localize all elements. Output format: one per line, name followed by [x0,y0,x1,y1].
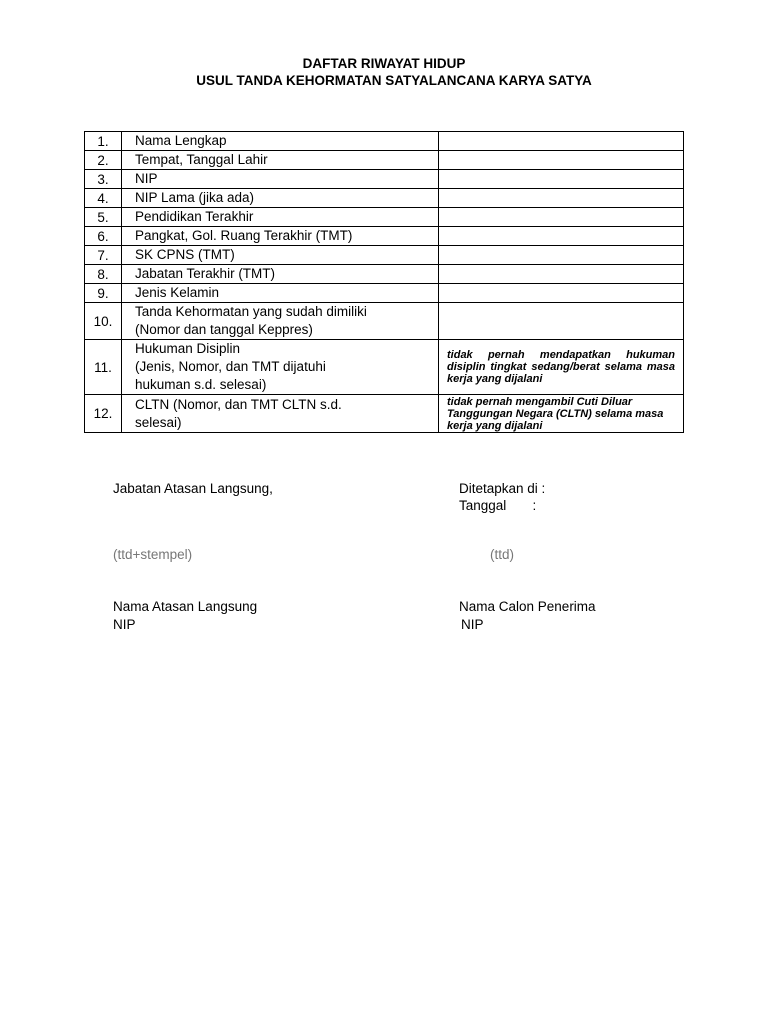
row-label: Pangkat, Gol. Ruang Terakhir (TMT) [122,227,439,246]
row-value[interactable] [439,246,684,265]
document-subtitle: USUL TANDA KEHORMATAN SATYALANCANA KARYA SATYA [196,73,592,88]
document-title: DAFTAR RIWAYAT HIDUP [302,56,466,71]
table-row [85,265,684,284]
row-number: 3. [85,170,122,189]
row-label-line: hukuman s.d. selesai) [135,377,267,392]
row-number: 11. [85,340,122,395]
supervisor-position-label: Jabatan Atasan Langsung, [113,481,273,496]
recipient-nip-label: NIP [461,617,484,632]
table-row [85,395,684,433]
row-label: Nama Lengkap [122,132,439,151]
row-label-line: (Nomor dan tanggal Keppres) [135,322,313,337]
row-label [122,395,439,433]
row-value[interactable] [439,189,684,208]
recipient-signature-placeholder: (ttd) [490,547,515,562]
recipient-name-label: Nama Calon Penerima [459,599,596,614]
row-number: 10. [85,303,122,340]
row-value-note: tidak pernah mengambil Cuti Diluar Tanggungan Negara (CLTN) selama masa kerja yang dijalani [439,395,684,433]
row-value-note: tidak pernah mendapatkan hukuman disiplin tingkat sedang/berat selama masa kerja yang dijalani [439,340,684,395]
row-label-line: selesai) [135,414,182,430]
table-row [85,151,684,170]
supervisor-nip-label: NIP [113,617,136,632]
table-row [85,170,684,189]
row-value[interactable] [439,208,684,227]
table-row [85,340,684,395]
row-label: NIP [122,170,439,189]
row-label: NIP Lama (jika ada) [122,189,439,208]
row-number: 1. [85,132,122,151]
supervisor-signature-placeholder: (ttd+stempel) [113,547,193,562]
table-row [85,132,684,151]
row-value[interactable] [439,170,684,189]
table-row [85,189,684,208]
row-label-line: Tanda Kehormatan yang sudah dimiliki [135,304,367,319]
table-row [85,208,684,227]
row-number: 12. [85,395,122,433]
place-label: Ditetapkan di : [459,481,546,496]
row-number: 7. [85,246,122,265]
row-value[interactable] [439,265,684,284]
row-label-line: Hukuman Disiplin [135,341,241,356]
row-value[interactable] [439,303,684,340]
table-row [85,227,684,246]
table-row [85,246,684,265]
biodata-table [84,131,684,433]
row-number: 6. [85,227,122,246]
row-number: 5. [85,208,122,227]
row-number: 4. [85,189,122,208]
table-row [85,303,684,340]
row-number: 2. [85,151,122,170]
row-label-line: (Jenis, Nomor, dan TMT dijatuhi [135,359,326,374]
row-number: 9. [85,284,122,303]
row-value[interactable] [439,284,684,303]
row-label: Pendidikan Terakhir [122,208,439,227]
supervisor-name-label: Nama Atasan Langsung [113,599,258,614]
row-label: Jenis Kelamin [122,284,439,303]
row-value[interactable] [439,151,684,170]
table-row [85,284,684,303]
row-label-line: CLTN (Nomor, dan TMT CLTN s.d. [135,396,342,412]
row-label: Tempat, Tanggal Lahir [122,151,439,170]
row-label: Jabatan Terakhir (TMT) [122,265,439,284]
row-label [122,340,439,395]
row-label [122,303,439,340]
row-number: 8. [85,265,122,284]
row-value[interactable] [439,132,684,151]
date-label: Tanggal : [459,498,537,513]
row-value[interactable] [439,227,684,246]
row-label: SK CPNS (TMT) [122,246,439,265]
